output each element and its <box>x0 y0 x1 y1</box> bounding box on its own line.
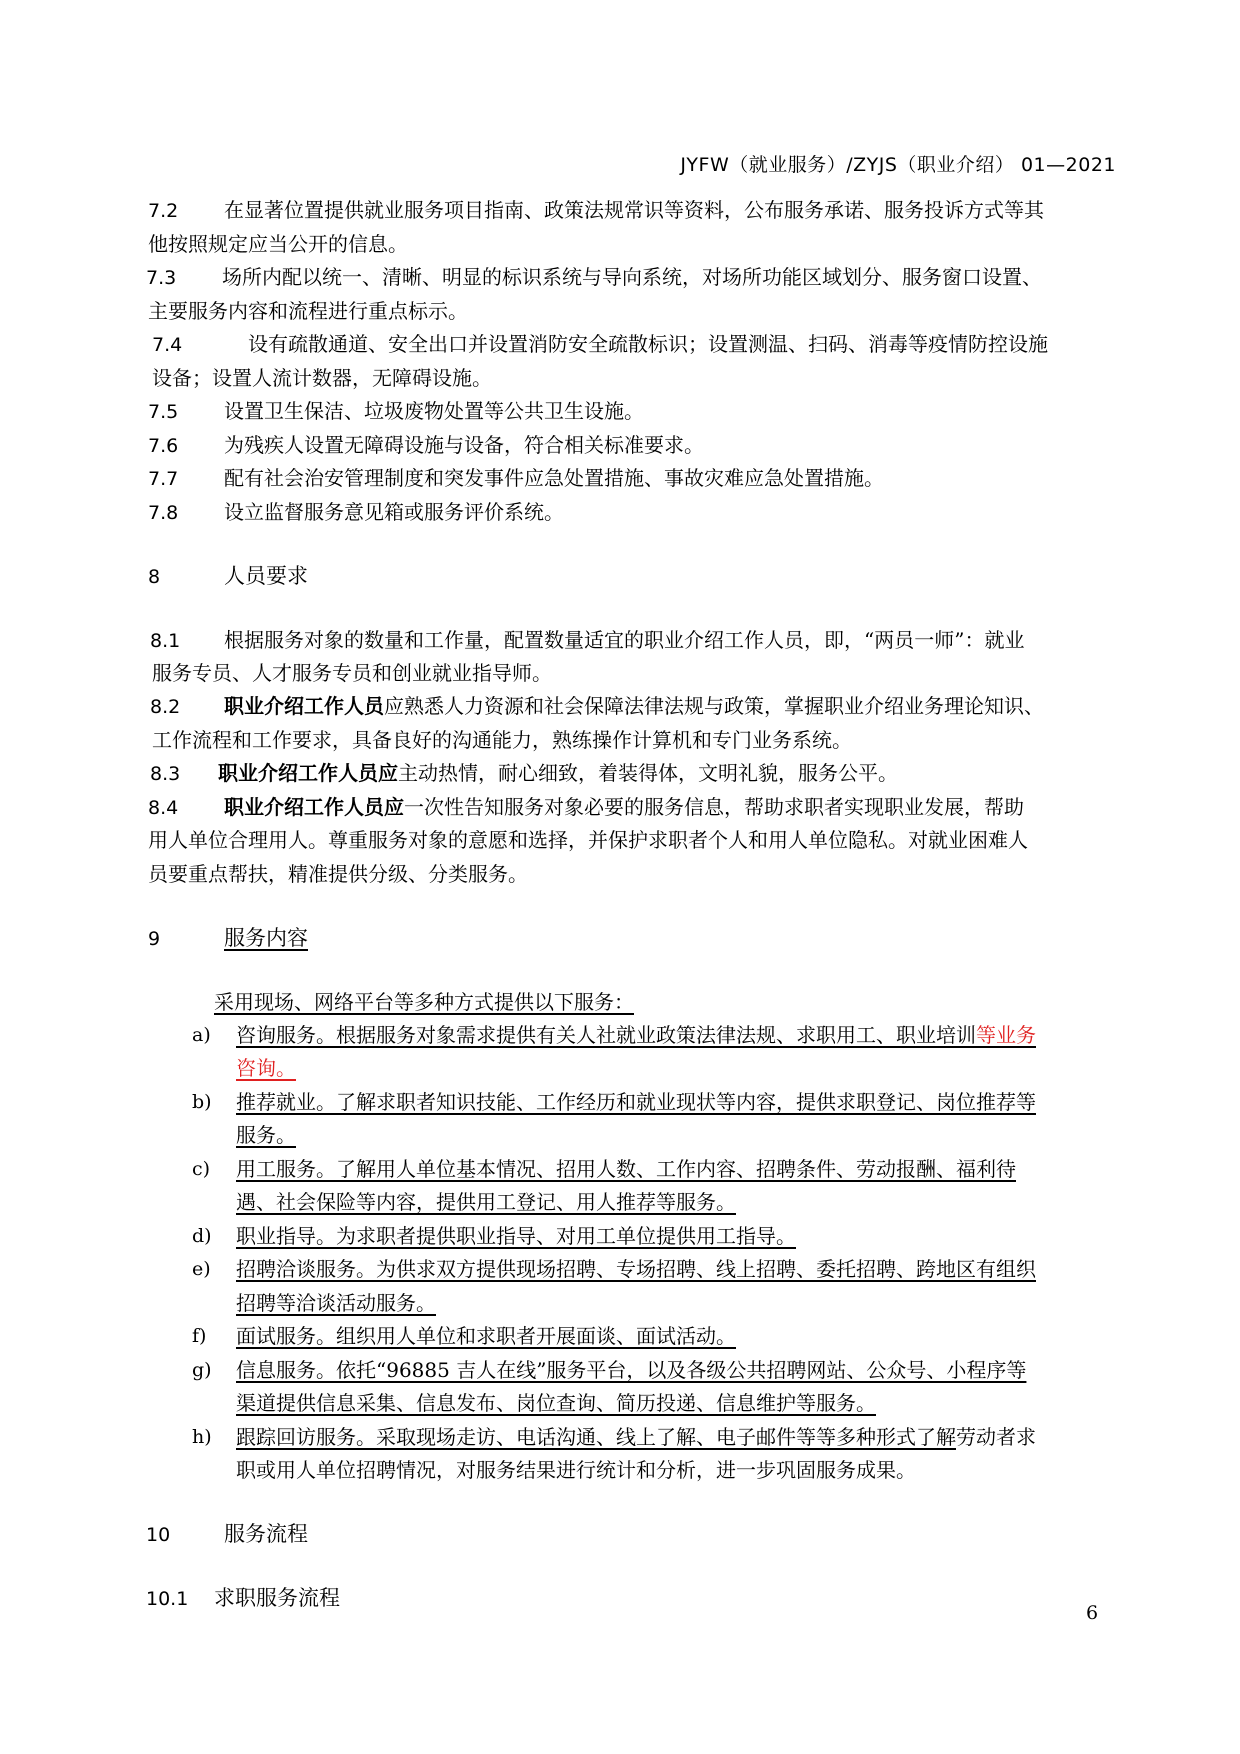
service-item-c-line-1: 用工服务。了解用人单位基本情况、招用人数、工作内容、招聘条件、劳动报酬、福利待 <box>236 1157 1016 1181</box>
clause-8-1-line-2: 服务专员、人才服务专员和创业就业指导师。 <box>152 661 552 685</box>
subsection-number: 10.1 <box>146 1588 189 1610</box>
list-marker: e) <box>192 1258 211 1280</box>
clause-number: 7.2 <box>148 200 179 222</box>
clause-number: 7.7 <box>148 468 179 490</box>
page-number: 6 <box>1086 1602 1099 1624</box>
clause-8-3: 8.3 职业介绍工作人员应主动热情，耐心细致，着装得体，文明礼貌，服务公平。 <box>150 759 898 788</box>
section-title: 服务流程 <box>224 1522 308 1546</box>
service-item-e-line-1: 招聘洽谈服务。为供求双方提供现场招聘、专场招聘、线上招聘、委托招聘、跨地区有组织 <box>236 1257 1036 1281</box>
list-marker: a) <box>192 1024 211 1046</box>
clause-8-4-line-3: 员要重点帮扶，精准提供分级、分类服务。 <box>148 862 528 886</box>
clause-number: 7.4 <box>152 334 183 356</box>
clause-7-2-line-1: 7.2 在显著位置提供就业服务项目指南、政策法规常识等资料，公布服务承诺、服务投诉方式等其 <box>148 196 1044 225</box>
list-marker: h) <box>192 1426 212 1448</box>
service-item-a-line-2: 咨询。 <box>236 1056 296 1080</box>
section-title: 服务内容 <box>224 926 308 950</box>
service-item-g-line-1: 信息服务。依托“96885 吉人在线”服务平台，以及各级公共招聘网站、公众号、小程序等 <box>236 1358 1027 1382</box>
clause-7-7: 7.7 配有社会治安管理制度和突发事件应急处置措施、事故灾难应急处置措施。 <box>148 464 884 493</box>
clause-7-3-line-2: 主要服务内容和流程进行重点标示。 <box>148 299 468 323</box>
clause-number: 7.3 <box>146 267 177 289</box>
clause-7-5: 7.5 设置卫生保洁、垃圾废物处置等公共卫生设施。 <box>148 397 644 426</box>
service-item-f: 面试服务。组织用人单位和求职者开展面谈、面试活动。 <box>236 1324 736 1348</box>
list-marker: f) <box>192 1325 207 1347</box>
list-marker: g) <box>192 1359 212 1381</box>
clause-7-4-line-1: 7.4 设有疏散通道、安全出口并设置消防安全疏散标识；设置测温、扫码、消毒等疫情防控设施 <box>152 330 1048 359</box>
clause-8-2-line-1: 8.2 职业介绍工作人员应熟悉人力资源和社会保障法律法规与政策，掌握职业介绍业务理论知识、 <box>150 692 1044 721</box>
service-item-g-line-2: 渠道提供信息采集、信息发布、岗位查询、简历投递、信息维护等服务。 <box>236 1391 876 1415</box>
clause-number: 7.5 <box>148 401 179 423</box>
subsection-10-1-heading <box>146 1584 340 1613</box>
section-number: 8 <box>148 566 161 588</box>
list-marker: c) <box>192 1158 211 1180</box>
clause-7-3-line-1: 7.3 场所内配以统一、清晰、明显的标识系统与导向系统，对场所功能区域划分、服务窗口设置、 <box>146 263 1042 292</box>
section-number: 10 <box>146 1524 171 1546</box>
clause-number: 8.3 <box>150 763 181 785</box>
service-item-b-line-2: 服务。 <box>236 1123 296 1147</box>
clause-number: 8.4 <box>148 797 179 819</box>
clause-number: 7.8 <box>148 502 179 524</box>
clause-8-2-line-2: 工作流程和工作要求，具备良好的沟通能力，熟练操作计算机和专门业务系统。 <box>152 728 852 752</box>
section-9-heading <box>148 924 308 953</box>
section-number: 9 <box>148 928 161 950</box>
clause-number: 8.1 <box>150 630 181 652</box>
subsection-title: 求职服务流程 <box>214 1586 340 1610</box>
service-item-a-line-1: 咨询服务。根据服务对象需求提供有关人社就业政策法律法规、求职用工、职业培训等业务 <box>236 1023 1036 1047</box>
clause-7-4-line-2: 设备；设置人流计数器，无障碍设施。 <box>152 366 492 390</box>
list-marker: b) <box>192 1091 212 1113</box>
clause-7-2-line-2: 他按照规定应当公开的信息。 <box>148 232 408 256</box>
clause-7-6: 7.6 为残疾人设置无障碍设施与设备，符合相关标准要求。 <box>148 431 704 460</box>
list-marker: d) <box>192 1225 212 1247</box>
clause-8-1-line-1: 8.1 根据服务对象的数量和工作量，配置数量适宜的职业介绍工作人员，即，“两员一师”：就业 <box>150 626 1024 655</box>
section-title: 人员要求 <box>224 564 308 588</box>
clause-number: 7.6 <box>148 435 179 457</box>
section-10-heading <box>146 1520 308 1549</box>
section-9-intro: 采用现场、网络平台等多种方式提供以下服务： <box>214 990 634 1014</box>
service-item-h-line-1: 跟踪回访服务。采取现场走访、电话沟通、线上了解、电子邮件等等多种形式了解劳动者求 <box>236 1425 1036 1449</box>
clause-8-4-line-1: 8.4 职业介绍工作人员应一次性告知服务对象必要的服务信息，帮助求职者实现职业发展，帮助 <box>148 793 1024 822</box>
service-item-e-line-2: 招聘等洽谈活动服务。 <box>236 1291 436 1315</box>
section-8-heading <box>148 562 308 591</box>
service-item-c-line-2: 遇、社会保险等内容，提供用工登记、用人推荐等服务。 <box>236 1190 736 1214</box>
clause-number: 8.2 <box>150 696 181 718</box>
service-item-b-line-1: 推荐就业。了解求职者知识技能、工作经历和就业现状等内容，提供求职登记、岗位推荐等 <box>236 1090 1036 1114</box>
document-code-header: JYFW（就业服务）/ZYJS（职业介绍） 01—2021 <box>680 154 1116 176</box>
service-item-h-line-2: 职或用人单位招聘情况，对服务结果进行统计和分析，进一步巩固服务成果。 <box>236 1458 916 1482</box>
clause-8-4-line-2: 用人单位合理用人。尊重服务对象的意愿和选择，并保护求职者个人和用人单位隐私。对就业困难人 <box>148 828 1028 852</box>
service-item-d: 职业指导。为求职者提供职业指导、对用工单位提供用工指导。 <box>236 1224 796 1248</box>
clause-7-8: 7.8 设立监督服务意见箱或服务评价系统。 <box>148 498 564 527</box>
